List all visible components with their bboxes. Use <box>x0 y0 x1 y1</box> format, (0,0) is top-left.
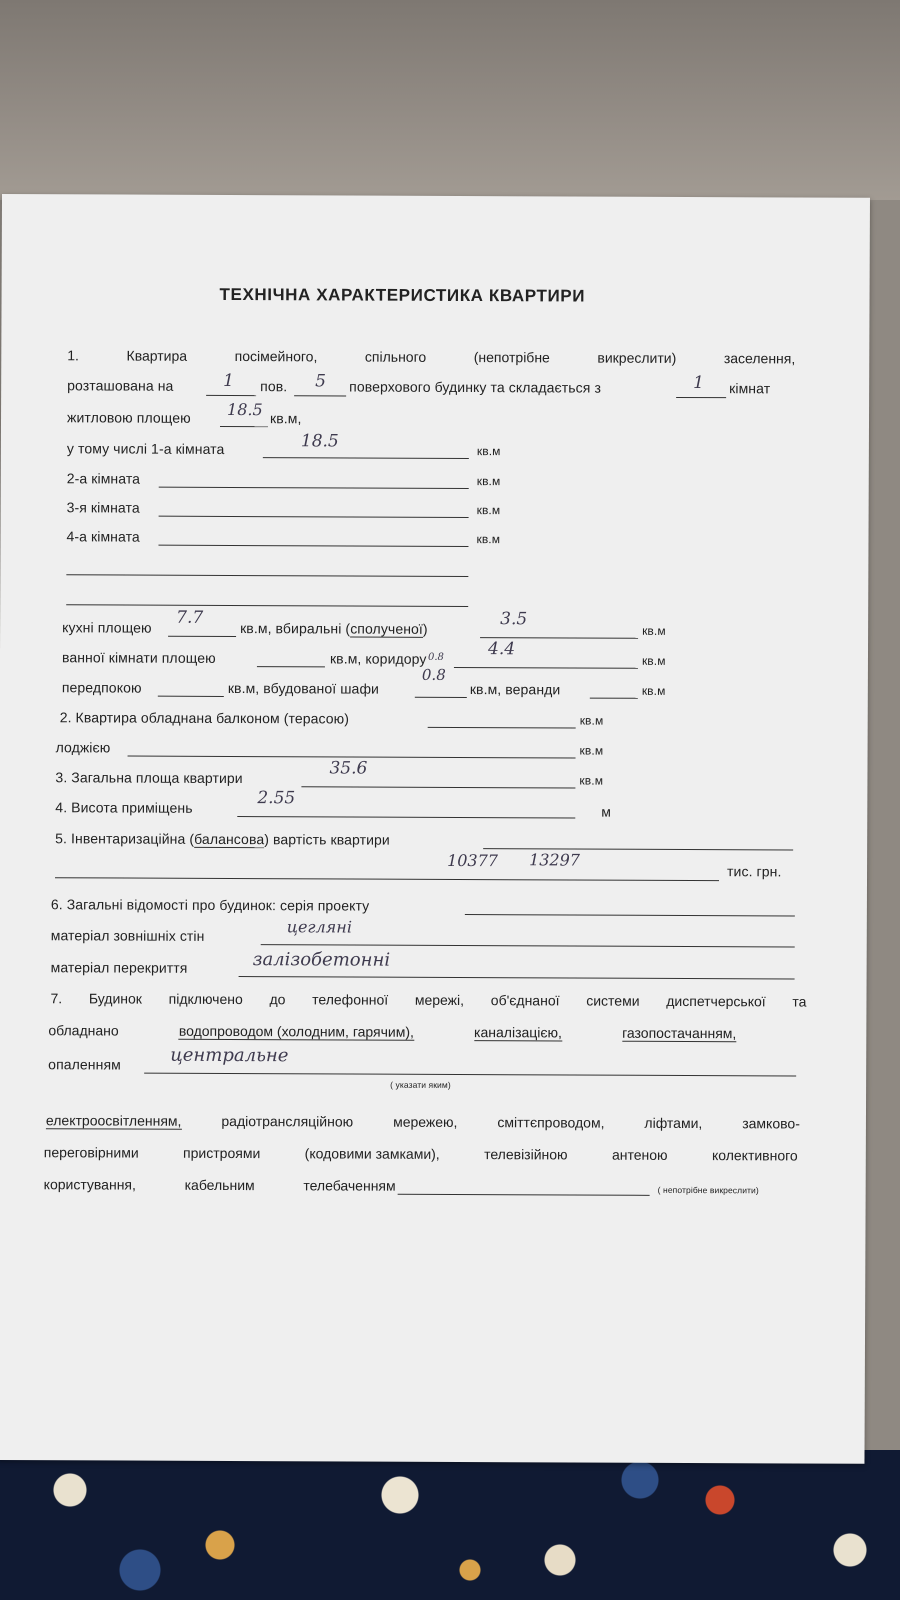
wardrobe-line <box>415 697 467 698</box>
living-area-value: 18.5 <box>227 399 263 420</box>
corridor-line <box>454 667 638 669</box>
building-info-label: 6. Загальні відомості про будинок: серія проекту <box>50 896 370 914</box>
project-series-line <box>465 914 795 916</box>
floor-line <box>206 395 256 396</box>
height-label: 4. Висота приміщень <box>55 799 193 816</box>
corridor-unit: кв.м <box>641 653 666 668</box>
bathroom-label: ванної кімнати площею <box>61 649 216 666</box>
room-4-label: 4-а кімната <box>66 528 140 545</box>
text-word: викреслити) <box>597 349 677 366</box>
text-word: Квартира <box>126 347 188 364</box>
text-word: телефонної <box>312 991 389 1008</box>
toilet-unit: кв.м <box>642 623 666 638</box>
text-word: замково- <box>742 1115 800 1132</box>
loggia-unit: кв.м <box>579 743 604 758</box>
total-area-label: 3. Загальна площа квартири <box>55 769 243 787</box>
water-supply-text: водопроводом (холодним, гарячим), <box>178 1022 414 1040</box>
text-word: системи <box>586 992 640 1009</box>
rooms-label: кімнат <box>729 380 771 397</box>
kitchen-value: 7.7 <box>176 607 204 628</box>
wardrobe-value: 0.8 <box>421 665 446 684</box>
strike-out-hint: ( непотрібне викреслити) <box>657 1184 759 1196</box>
walls-label: матеріал зовнішніх стін <box>50 927 205 944</box>
heating-value: центральне <box>170 1044 289 1067</box>
section-7-line-6 <box>44 1176 396 1194</box>
section-7-line-4 <box>46 1112 800 1132</box>
text-word: телебаченням <box>303 1177 396 1194</box>
room-1-value: 18.5 <box>300 431 339 452</box>
section-7-line-1 <box>50 990 806 1009</box>
room-1-label: у тому числі 1-а кімната <box>66 440 225 457</box>
text-word: обладнано <box>48 1022 119 1039</box>
rooms-value: 1 <box>693 373 705 394</box>
gas-supply-text: газопостачанням, <box>622 1024 737 1042</box>
toilet-label: кв.м, вбиральні (сполученої) <box>240 620 428 637</box>
room-2-line <box>159 487 469 489</box>
total-area-value: 35.6 <box>329 758 368 779</box>
value-amount-b: 13297 <box>529 850 581 870</box>
walls-line <box>261 944 795 947</box>
balcony-unit: кв.м <box>579 713 604 728</box>
text-word: заселення, <box>723 350 796 367</box>
text-word: пристроями <box>183 1144 261 1162</box>
section-7-number: 7. <box>50 990 63 1007</box>
document-title: ТЕХНІЧНА ХАРАКТЕРИСТИКА КВАРТИРИ <box>219 284 586 306</box>
heating-label: опаленням <box>48 1056 121 1073</box>
room-1-unit: кв.м <box>476 444 501 459</box>
heating-line <box>144 1073 796 1077</box>
room-3-unit: кв.м <box>476 503 501 518</box>
text-word: телевізійною <box>484 1146 568 1163</box>
living-area-line <box>220 426 268 427</box>
text-word: посімейного, <box>234 348 318 365</box>
balcony-label: 2. Квартира обладнана балконом (терасою) <box>59 709 350 727</box>
corridor-label: кв.м, коридору <box>329 650 427 667</box>
text-word: диспетчерської <box>666 992 766 1010</box>
text-word: об'єднаної <box>490 992 560 1009</box>
cable-tv-line <box>398 1194 650 1196</box>
bathroom-line <box>257 666 325 667</box>
section-7-line-5 <box>44 1144 798 1163</box>
floors-material-label: матеріал перекриття <box>50 959 188 976</box>
total-area-unit: кв.м <box>579 773 604 788</box>
walls-value: цегляні <box>286 917 353 937</box>
room-3-label: 3-я кімната <box>66 499 140 516</box>
loggia-label: лоджією <box>55 739 111 756</box>
sewerage-text: каналізацією, <box>474 1024 563 1041</box>
text-word: переговірними <box>43 1144 139 1161</box>
height-unit: м <box>601 803 612 820</box>
living-area-label: житловою площею <box>66 409 191 426</box>
kitchen-line <box>168 636 236 637</box>
value-label: 5. Інвентаризаційна (балансова) вартість квартири <box>55 830 390 848</box>
floors-material-value: залізобетонні <box>252 949 391 971</box>
living-area-unit: кв.м, <box>269 410 302 427</box>
veranda-unit: кв.м <box>641 683 666 698</box>
document-sheet <box>0 194 870 1464</box>
text-word: та <box>792 993 807 1010</box>
section-1-line-1 <box>67 347 795 366</box>
room-3-line <box>159 516 469 518</box>
wardrobe-correction: 0.8 <box>427 651 444 663</box>
veranda-label: кв.м, веранди <box>469 681 561 698</box>
value-line-2 <box>55 877 719 881</box>
wall-background <box>0 0 900 200</box>
corridor-value: 4.4 <box>487 639 516 660</box>
located-on-label: розташована на <box>67 377 174 394</box>
height-line <box>237 816 575 818</box>
wardrobe-label: кв.м, вбудованої шафи <box>227 679 380 697</box>
room-4-line <box>158 545 468 547</box>
text-word: мережею, <box>393 1113 458 1130</box>
hallway-label: передпокою <box>61 679 142 696</box>
text-word: Будинок <box>88 990 142 1007</box>
blank-line-2 <box>66 604 468 607</box>
floor-label: пов. <box>260 378 288 395</box>
text-word: (кодовими замками), <box>304 1145 440 1162</box>
floors-material-line <box>239 976 795 979</box>
electric-lighting-text: електроосвітленням, <box>45 1112 182 1129</box>
hallway-line <box>158 696 224 697</box>
text-word: антеною <box>611 1146 668 1163</box>
balcony-line <box>428 727 576 729</box>
text-word: користування, <box>43 1176 136 1193</box>
heating-hint: ( указати яким) <box>390 1079 451 1090</box>
room-2-label: 2-а кімната <box>66 470 141 487</box>
floor-value: 1 <box>223 370 235 392</box>
section-7-line-2 <box>48 1022 736 1042</box>
text-word: підключено <box>168 990 243 1008</box>
text-word: до <box>269 991 286 1008</box>
floors-total-value: 5 <box>315 371 327 392</box>
balance-word: балансова <box>194 830 265 848</box>
text-word: колективного <box>711 1147 798 1164</box>
height-value: 2.55 <box>257 788 296 809</box>
text-word: радіотрансляційною <box>221 1112 354 1130</box>
room-1-line <box>263 457 469 459</box>
toilet-value: 3.5 <box>500 609 528 630</box>
veranda-line <box>590 698 638 699</box>
room-2-unit: кв.м <box>476 474 501 489</box>
value-unit: тис. грн. <box>727 863 782 880</box>
kitchen-label: кухні площею <box>62 619 152 636</box>
blank-line-1 <box>66 574 468 577</box>
text-word: мережі, <box>414 991 465 1009</box>
text-word: спільного <box>364 348 427 365</box>
value-amount-a: 10377 <box>447 850 499 871</box>
room-4-unit: кв.м <box>476 532 501 547</box>
section-1-number: 1. <box>67 347 80 364</box>
text-word: ліфтами, <box>644 1114 703 1132</box>
storey-building-label: поверхового будинку та складається з <box>349 378 602 396</box>
rooms-line <box>676 397 726 398</box>
text-word: (непотрібне <box>473 349 550 366</box>
text-word: сміттєпроводом, <box>497 1114 605 1131</box>
combined-word: сполученої <box>350 620 423 637</box>
carpet-background <box>0 1450 900 1600</box>
total-area-line <box>301 786 575 788</box>
floors-total-line <box>294 395 346 396</box>
text-word: кабельним <box>184 1176 255 1194</box>
